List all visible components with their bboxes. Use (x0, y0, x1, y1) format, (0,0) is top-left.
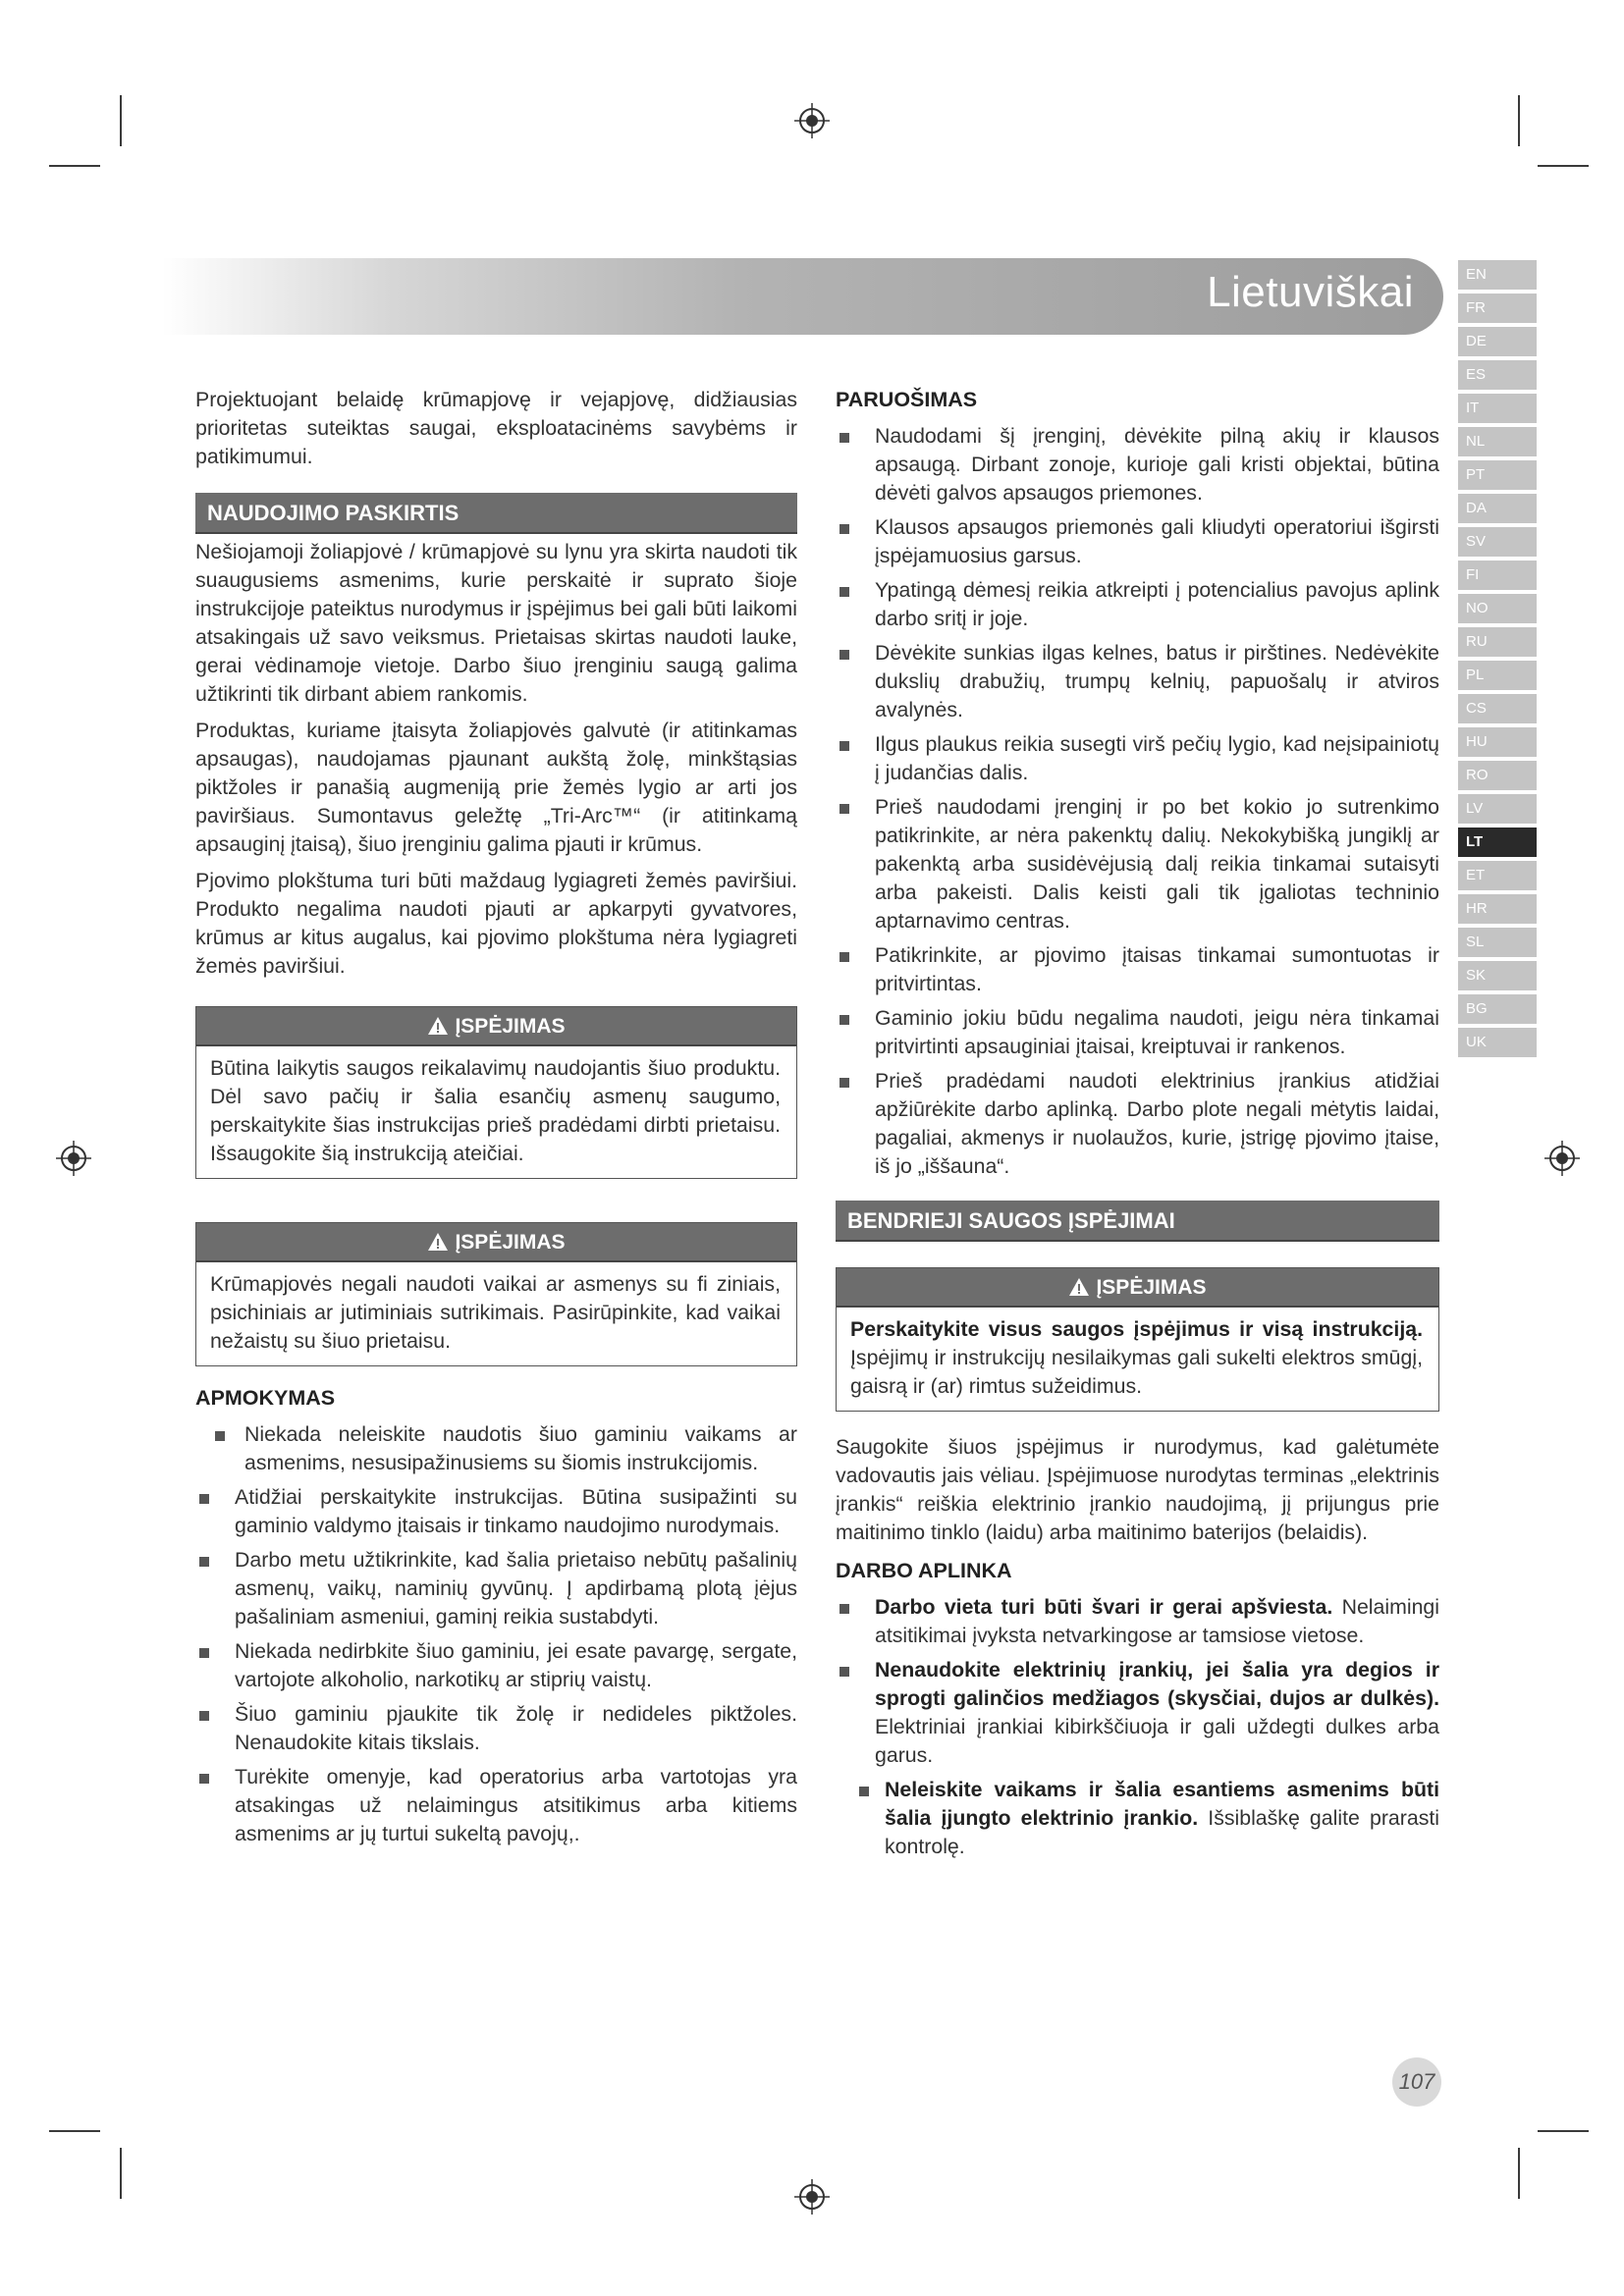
list-item: Ilgus plaukus reikia susegti virš pečių lygio, kad neįsipainiotų į judančias dalis. (836, 730, 1439, 787)
body-paragraph: Pjovimo plokštuma turi būti maždaug lygiagreti žemės paviršiui. Produkto negalima naudoti pjauti ar apkarpyti gyvatvores, krūmus ar kitus augalus, kai pjovimo plokštuma nėra lygiagreti žemės paviršiui. (195, 869, 797, 978)
warning-title: ĮSPĖJIMAS (1096, 1276, 1207, 1299)
body-paragraph: Nešiojamoji žoliapjovė / krūmapjovė su lynu yra skirta naudoti tik suaugusiems asmenims, kurie perskaitė ir suprato šioje instrukcijoje pateiktus nurodymus ir įspėjimus bei gali būti laikomi atsakingais už savo veiksmus. Prietaisas skirtas naudoti lauke, gerai vėdinamoje vietoje. Darbo šiuo įrenginiu saugą galima užtikrinti tik dirbant abiem rankomis. (195, 540, 797, 706)
language-tab[interactable]: SV (1458, 527, 1537, 557)
bullet-icon (839, 1604, 849, 1614)
language-tab[interactable]: PL (1458, 661, 1537, 690)
training-list (195, 1420, 797, 1848)
list-item: Niekada neleiskite naudotis šiuo gaminiu vaikams ar asmenims, nesusipažinusiems su šiomis instrukcijomis. (195, 1420, 797, 1477)
list-item: Šiuo gaminiu pjaukite tik žolę ir nedideles piktžoles. Nenaudokite kitais tikslais. (195, 1700, 797, 1757)
list-item: Darbo vieta turi būti švari ir gerai apšviesta. Nelaimingi atsitikimai įvyksta netvarkingose ar tamsiose vietose. (836, 1593, 1439, 1650)
crop-mark (49, 2130, 100, 2132)
bullet-icon (839, 587, 849, 597)
language-tab[interactable]: ET (1458, 861, 1537, 890)
language-tab[interactable]: CS (1458, 694, 1537, 723)
language-tab[interactable]: DA (1458, 494, 1537, 523)
language-tab[interactable]: SL (1458, 928, 1537, 957)
warning-box (836, 1267, 1439, 1412)
bullet-icon (839, 1667, 849, 1677)
body-paragraph: Saugokite šiuos įspėjimus ir nurodymus, kad galėtumėte vadovautis jais vėliau. Įspėjimuose nurodytas terminas „elektrinis įrankis“ reiškia elektrinio įrankio naudojimą, jį prijungus prie maitinimo tinklo (laidu) arba maitinimo baterijos (belaidis). (836, 1435, 1439, 1544)
warning-box (195, 1006, 797, 1179)
crop-mark (49, 165, 100, 167)
language-tab[interactable]: EN (1458, 260, 1537, 290)
language-tab[interactable]: RO (1458, 761, 1537, 790)
bullet-icon (199, 1557, 209, 1567)
crop-mark (120, 2148, 122, 2199)
crop-mark (120, 95, 122, 146)
language-tab[interactable]: RU (1458, 627, 1537, 657)
bullet-icon (839, 804, 849, 814)
crop-mark (1518, 2148, 1520, 2199)
language-tab[interactable]: SK (1458, 961, 1537, 990)
left-column (195, 386, 797, 1854)
language-tab-active[interactable]: LT (1458, 828, 1537, 857)
warning-heading (196, 1007, 796, 1046)
warning-triangle-icon (1068, 1277, 1090, 1297)
warning-triangle-icon (427, 1232, 449, 1252)
list-item: Niekada nedirbkite šiuo gaminiu, jei esate pavargę, sergate, vartojote alkoholio, narkotikų ar stiprių vaistų. (195, 1637, 797, 1694)
page-number: 107 (1392, 2057, 1441, 2107)
bullet-icon (199, 1494, 209, 1504)
bullet-icon (839, 524, 849, 534)
language-tab[interactable]: NO (1458, 594, 1537, 623)
section-heading: NAUDOJIMO PASKIRTIS (195, 493, 797, 534)
list-item: Darbo metu užtikrinkite, kad šalia prietaiso nebūtų pašalinių asmenų, vaikų, naminių gyvūnų. Į apdirbamą plotą įėjus pašaliniam asmeniui, gaminį reikia sustabdyti. (195, 1546, 797, 1631)
language-tab[interactable]: DE (1458, 327, 1537, 356)
list-item: Gaminio jokiu būdu negalima naudoti, jeigu nėra tinkamai pritvirtinti apsauginiai įtaisai, kreiptuvai ir rankenos. (836, 1004, 1439, 1061)
language-tab[interactable]: FI (1458, 561, 1537, 590)
warning-title: ĮSPĖJIMAS (455, 1015, 566, 1038)
bullet-icon (839, 741, 849, 751)
language-tab[interactable]: FR (1458, 294, 1537, 323)
right-column (836, 386, 1439, 1867)
bullet-icon (859, 1787, 869, 1796)
list-item: Ypatingą dėmesį reikia atkreipti į potencialius pavojus aplink darbo sritį ir joje. (836, 576, 1439, 633)
warning-title: ĮSPĖJIMAS (455, 1231, 566, 1254)
subsection-heading: APMOKYMAS (195, 1386, 336, 1410)
list-item: Klausos apsaugos priemonės gali kliudyti operatoriui išgirsti įspėjamuosius garsus. (836, 513, 1439, 570)
section-heading: BENDRIEJI SAUGOS ĮSPĖJIMAI (836, 1201, 1439, 1242)
crop-mark (1538, 2130, 1589, 2132)
language-tab[interactable]: PT (1458, 460, 1537, 490)
warning-text: Perskaitykite visus saugos įspėjimus ir visą instrukciją. Įspėjimų ir instrukcijų nesilaikymas gali sukelti elektros smūgį, gaisrą ir (ar) rimtus sužeidimus. (850, 1317, 1423, 1398)
list-item: Nenaudokite elektrinių įrankių, jei šalia yra degios ir sprogti galinčios medžiagos (skysčiai, dujos ar dulkės). Elektriniai įrankiai kibirkščiuoja ir gali uždegti dulkes arba garus. (836, 1656, 1439, 1770)
list-item: Atidžiai perskaitykite instrukcijas. Būtina susipažinti su gaminio valdymo įtaisais ir tinkamo naudojimo nurodymais. (195, 1483, 797, 1540)
language-tab[interactable]: IT (1458, 394, 1537, 423)
registration-mark-icon (54, 1139, 93, 1178)
warning-heading (196, 1223, 796, 1262)
subsection-heading: DARBO APLINKA (836, 1559, 1012, 1582)
bullet-icon (215, 1431, 225, 1441)
language-tab[interactable]: UK (1458, 1028, 1537, 1057)
registration-mark-icon (1543, 1139, 1582, 1178)
subsection-heading: PARUOŠIMAS (836, 388, 978, 411)
crop-mark (1518, 95, 1520, 146)
list-item: Naudodami šį įrenginį, dėvėkite pilną akių ir klausos apsaugą. Dirbant zonoje, kurioje gali kristi objektai, būtina dėvėti galvos apsaugos priemones. (836, 422, 1439, 507)
warning-text: Būtina laikytis saugos reikalavimų naudojantis šiuo produktu. Dėl savo pačių ir šalia esančių asmenų saugumo, perskaitykite šias instrukcijas prieš pradėdami dirbti prietaisu. Išsaugokite šią instrukciją ateičiai. (210, 1056, 781, 1165)
bullet-icon (839, 1015, 849, 1025)
language-tab[interactable]: BG (1458, 994, 1537, 1024)
warning-triangle-icon (427, 1016, 449, 1036)
preparation-list (836, 422, 1439, 1181)
title-banner (162, 258, 1443, 335)
registration-mark-icon (792, 2177, 832, 2216)
list-item: Neleiskite vaikams ir šalia esantiems asmenims būti šalia įjungto elektrinio įrankio. Išsiblaškę galite prarasti kontrolę. (836, 1776, 1439, 1861)
list-item: Dėvėkite sunkias ilgas kelnes, batus ir pirštines. Nedėvėkite dukslių drabužių, trumpų kelnių, papuošalų ir atviros avalynės. (836, 639, 1439, 724)
bullet-icon (199, 1711, 209, 1721)
language-tab[interactable]: ES (1458, 360, 1537, 390)
language-tabs (1458, 260, 1537, 1061)
work-area-list (836, 1593, 1439, 1861)
language-tab[interactable]: HR (1458, 894, 1537, 924)
list-item: Patikrinkite, ar pjovimo įtaisas tinkamai sumontuotas ir pritvirtintas. (836, 941, 1439, 998)
crop-mark (1538, 165, 1589, 167)
bullet-icon (839, 952, 849, 962)
body-paragraph: Produktas, kuriame įtaisyta žoliapjovės galvutė (ir atitinkamas apsaugas), naudojamas pjaunant aukštą žolę, minkštąsias piktžoles ir panašią augmeniją prie žemės lygio ar arti jos paviršiaus. Sumontavus geležtę „Tri-Arc™“ (ir atitinkamą apsauginį įtaisą), šiuo įrenginiu galima pjauti ir krūmus. (195, 719, 797, 856)
list-item: Prieš naudodami įrenginį ir po bet kokio jo sutrenkimo patikrinkite, ar nėra pakenktų dalių. Nekokybišką jungiklį ar pakenktą arba susidėvėjusią dalį reikia tinkamai sutaisyti arba pakeisti. Dalis keisti gali tik įgaliotas techninio aptarnavimo centras. (836, 793, 1439, 935)
language-tab[interactable]: HU (1458, 727, 1537, 757)
warning-heading (837, 1268, 1438, 1308)
registration-mark-icon (792, 101, 832, 140)
bullet-icon (839, 433, 849, 443)
bullet-icon (199, 1774, 209, 1784)
warning-text: Krūmapjovės negali naudoti vaikai ar asmenys su fi ziniais, psichiniais ar jutiminiais sutrikimais. Pasirūpinkite, kad vaikai nežaistų su šiuo prietaisu. (210, 1272, 781, 1353)
intro-paragraph: Projektuojant belaidę krūmapjovę ir vejapjovę, didžiausias prioritetas suteiktas saugai, eksploatacinėms savybėms ir patikimumui. (195, 388, 797, 468)
list-item: Prieš pradėdami naudoti elektrinius įrankius atidžiai apžiūrėkite darbo aplinką. Darbo plote negali mėtytis laidai, pagaliai, akmenys ir nuolaužos, kurie, įstrigę pjovimo įtaise, iš jo „iššauna“. (836, 1067, 1439, 1181)
language-tab[interactable]: NL (1458, 427, 1537, 456)
bullet-icon (839, 650, 849, 660)
list-item: Turėkite omenyje, kad operatorius arba vartotojas yra atsakingas už nelaimingus atsitikimus arba kitiems asmenims ar jų turtui sukeltą pavojų,. (195, 1763, 797, 1848)
page-title: Lietuviškai (1207, 268, 1414, 316)
warning-box (195, 1222, 797, 1366)
bullet-icon (199, 1648, 209, 1658)
bullet-icon (839, 1078, 849, 1088)
language-tab[interactable]: LV (1458, 794, 1537, 824)
